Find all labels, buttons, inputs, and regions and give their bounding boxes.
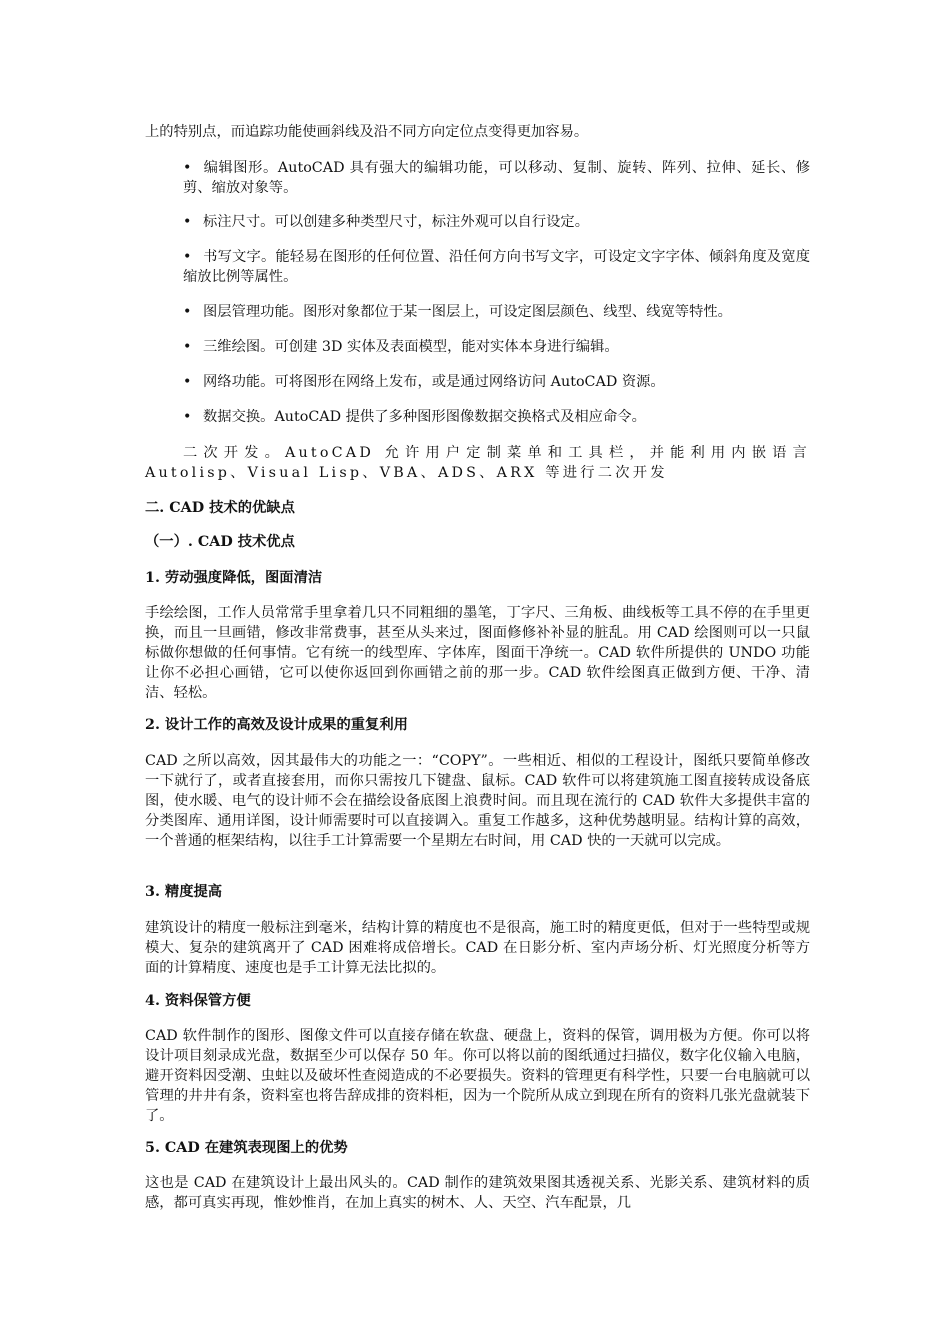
bullet-mark: • (183, 249, 192, 265)
list-item (145, 337, 810, 357)
list-item (145, 247, 810, 287)
list-item (145, 372, 810, 392)
point-body: CAD 之所以高效，因其最伟大的功能之一：“COPY”。一些相近、相似的工程设计，图纸只要简单修改一下就行了，或者直接套用，而你只需按几下键盘、鼠标。CAD 软件可以将建筑施工图直接转成设备底图，使水暖、电气的设计师不会在描绘设备底图上浪费时间。而且现在流行的 CAD 软件大多提供丰富的分类图库、通用详图，设计师需要时可以直接调入。重复工作越多，这种优势越明显。结构计算的高效，一个普通的框架结构，以往手工计算需要一个星期左右时间，用 CAD 快的一天就可以完成。 (145, 753, 810, 849)
list-item (145, 407, 810, 427)
list-item-text: 图层管理功能。图形对象都位于某一图层上，可设定图层颜色、线型、线宽等特性。 (203, 304, 732, 320)
point-heading: 1. 劳动强度降低，图面清洁 (145, 570, 323, 586)
point-heading: 4. 资料保管方便 (145, 993, 251, 1009)
list-item-text: 书写文字。能轻易在图形的任何位置、沿任何方向书写文字，可设定文字字体、倾斜角度及宽度缩放比例等属性。 (183, 249, 810, 285)
intro-line: 上的特别点，而追踪功能使画斜线及沿不同方向定位点变得更加容易。 (145, 124, 589, 140)
list-item-text: 网络功能。可将图形在网络上发布，或是通过网络访问 AutoCAD 资源。 (203, 374, 665, 390)
point-body: 建筑设计的精度一般标注到毫米，结构计算的精度也不是很高，施工时的精度更低，但对于一些特型或规模大、复杂的建筑离开了 CAD 困难将成倍增长。CAD 在日影分析、室内声场分析、灯光照度分析等方面的计算精度、速度也是手工计算无法比拟的。 (145, 920, 810, 976)
point-body: CAD 软件制作的图形、图像文件可以直接存储在软盘、硬盘上，资料的保管，调用极为方便。你可以将设计项目刻录成光盘，数据至少可以保存 50 年。你可以将以前的图纸通过扫描仪，数字化仪输入电脑，避开资料因受潮、虫蛀以及破坏性查阅造成的不必要损失。资料的管理更有科学性，只要一台电脑就可以管理的井井有条，资料室也将告辞成排的资料柜，因为一个院所从成立到现在所有的资料几张光盘就装下了。 (145, 1028, 810, 1124)
bullet-mark: • (183, 409, 192, 425)
point-heading: 2. 设计工作的高效及设计成果的重复利用 (145, 717, 408, 733)
list-item (145, 212, 810, 232)
bullet-mark: • (183, 160, 192, 176)
secondary-development-paragraph: 二次开发。AutoCAD 允许用户定制菜单和工具栏，并能利用内嵌语言 Autolisp、Visual Lisp、VBA、ADS、ARX 等进行二次开发 (145, 445, 810, 481)
list-item (145, 158, 810, 198)
list-item-text: 编辑图形。AutoCAD 具有强大的编辑功能，可以移动、复制、旋转、阵列、拉伸、延长、修剪、缩放对象等。 (183, 160, 810, 196)
point-heading: 5. CAD 在建筑表现图上的优势 (145, 1140, 348, 1156)
bullet-mark: • (183, 339, 192, 355)
bullet-mark: • (183, 304, 192, 320)
point-body: 手绘绘图，工作人员常常手里拿着几只不同粗细的墨笔，丁字尺、三角板、曲线板等工具不停的在手里更换，而且一旦画错，修改非常费事，甚至从头来过，图面修修补补显的脏乱。用 CAD 绘图则可以一只鼠标做你想做的任何事情。它有统一的线型库、字体库，图面干净统一。CAD 软件所提供的 UNDO 功能让你不必担心画错，它可以使你返回到你画错之前的那一步。CAD 软件绘图真正做到方便、干净、清洁、轻松。 (145, 605, 810, 701)
point-body: 这也是 CAD 在建筑设计上最出风头的。CAD 制作的建筑效果图其透视关系、光影关系、建筑材料的质感，都可真实再现，惟妙惟肖，在加上真实的树木、人、天空、汽车配景，几 (145, 1175, 810, 1211)
list-item-text: 标注尺寸。可以创建多种类型尺寸，标注外观可以自行设定。 (203, 214, 590, 230)
list-item (145, 302, 823, 322)
bullet-mark: • (183, 214, 192, 230)
list-item-text: 三维绘图。可创建 3D 实体及表面模型，能对实体本身进行编辑。 (203, 339, 619, 355)
list-item-text: 数据交换。AutoCAD 提供了多种图形图像数据交换格式及相应命令。 (203, 409, 646, 425)
subsection-title: （一）. CAD 技术优点 (145, 534, 295, 550)
section-title: 二. CAD 技术的优缺点 (145, 500, 295, 516)
point-heading: 3. 精度提高 (145, 884, 223, 900)
bullet-mark: • (183, 374, 192, 390)
